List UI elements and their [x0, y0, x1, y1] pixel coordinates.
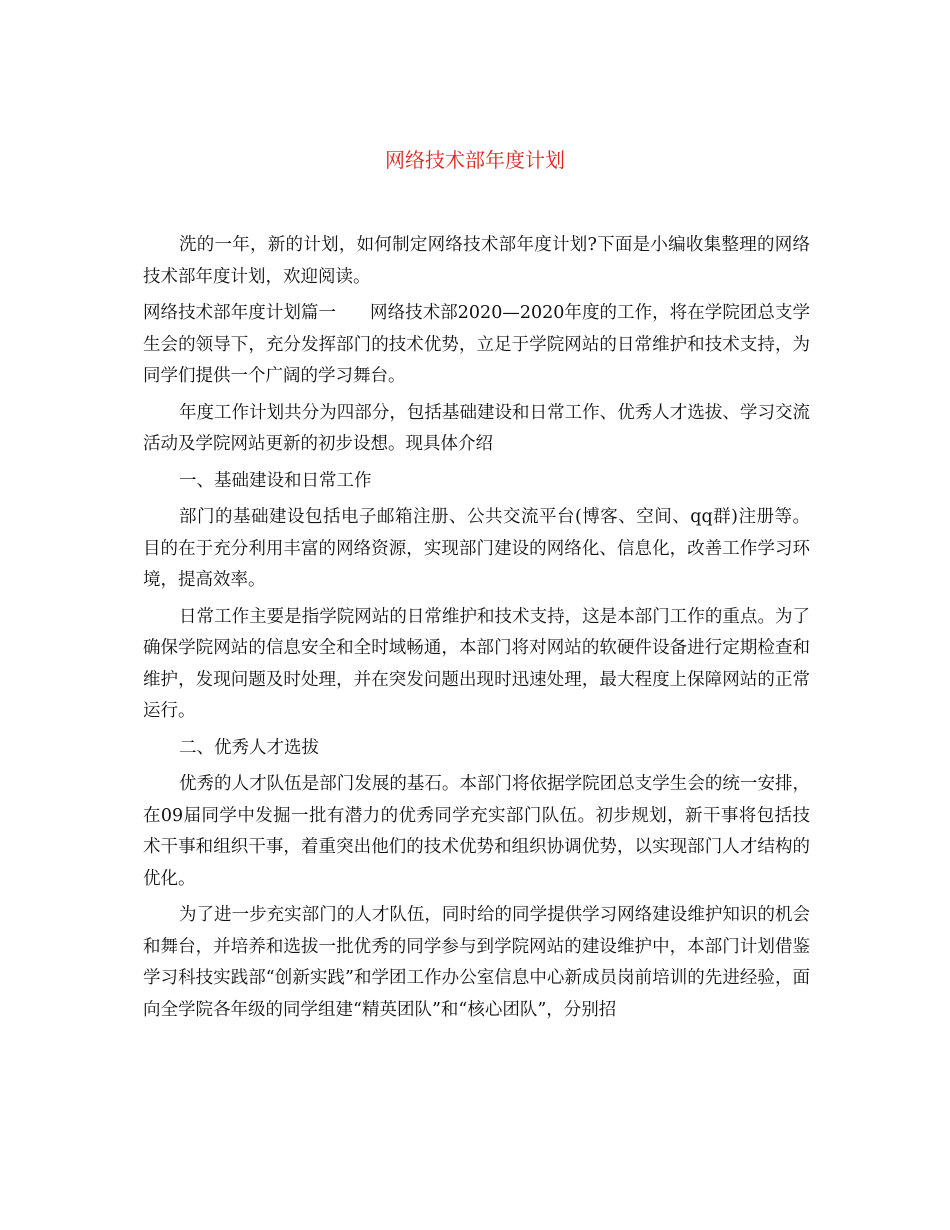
section-paragraph	[143, 298, 810, 393]
talent-paragraph: 优秀的人才队伍是部门发展的基石。本部门将依据学院团总支学生会的统一安排，在09届同学中发掘一批有潜力的优秀同学充实部门队伍。初步规划，新干事将包括技术干事和组织干事，着重突出他们的技术优势和组织协调优势，以实现部门人才结构的优化。	[143, 774, 810, 889]
heading-two: 二、优秀人才选拔	[179, 737, 319, 758]
section-text: 网络技术部2020—2020年度的工作，将在学院团总支学生会的领导下，充分发挥部门的技术优势，立足于学院网站的日常维护和技术支持，为同学们提供一个广阔的学习舞台。	[143, 303, 811, 386]
overview-paragraph: 年度工作计划共分为四部分，包括基础建设和日常工作、优秀人才选拔、学习交流活动及学院网站更新的初步设想。现具体介绍	[143, 402, 810, 454]
section-heading: 网络技术部年度计划篇一	[143, 303, 337, 323]
team-paragraph: 为了进一步充实部门的人才队伍，同时给的同学提供学习网络建设维护知识的机会和舞台，并培养和选拔一批优秀的同学参与到学院网站的建设维护中，本部门计划借鉴学习科技实践部“创新实践”和学团工作办公室信息中心新成员岗前培训的先进经验，面向全学院各年级的同学组建“精英团队”和“核心团队”，分别招	[143, 905, 810, 1020]
intro-paragraph: 洗的一年，新的计划，如何制定网络技术部年度计划?下面是小编收集整理的网络技术部年度计划，欢迎阅读。	[143, 235, 810, 287]
document-body	[143, 230, 810, 1031]
daily-work-paragraph: 日常工作主要是指学院网站的日常维护和技术支持，这是本部门工作的重点。为了确保学院网站的信息安全和全时域畅通，本部门将对网站的软硬件设备进行定期检查和维护，发现问题及时处理，并在突发问题出现时迅速处理，最大程度上保障网站的正常运行。	[143, 606, 810, 721]
heading-one: 一、基础建设和日常工作	[179, 470, 372, 491]
infrastructure-paragraph: 部门的基础建设包括电子邮箱注册、公共交流平台(博客、空间、qq群)注册等。目的在于充分利用丰富的网络资源，实现部门建设的网络化、信息化，改善工作学习环境，提高效率。	[143, 507, 810, 590]
document-title: 网络技术部年度计划	[385, 148, 565, 172]
